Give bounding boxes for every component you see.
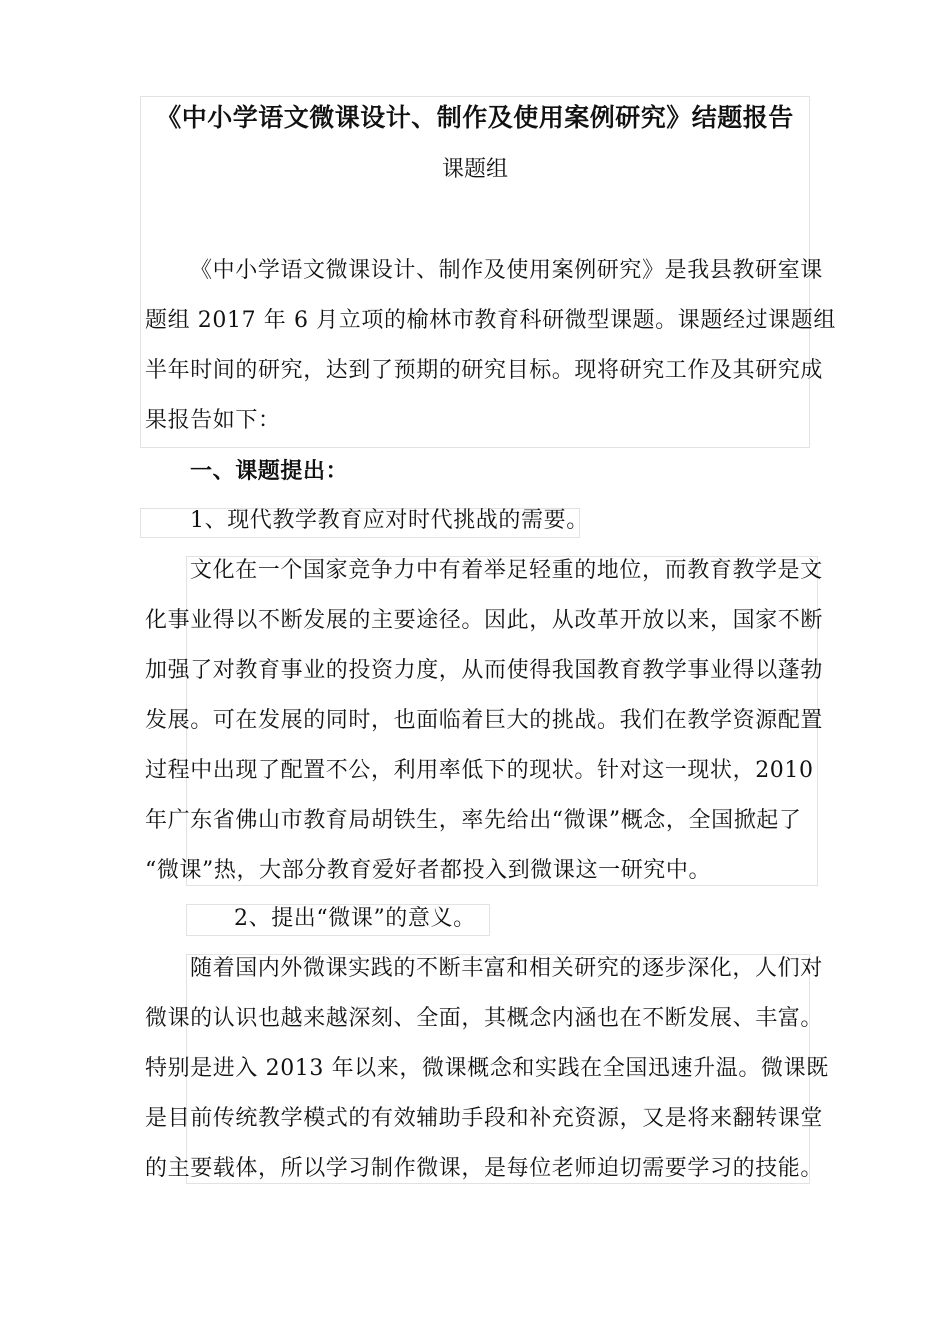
intro-line: 《中小学语文微课设计、制作及使用案例研究》是我县教研室课 (190, 258, 823, 283)
item2-line: 是目前传统教学模式的有效辅助手段和补充资源，又是将来翻转课堂 (145, 1106, 824, 1131)
item1-line: 过程中出现了配置不公，利用率低下的现状。针对这一现状，2010 (145, 758, 814, 783)
intro-line: 果报告如下： (145, 408, 281, 433)
item1-line: 文化在一个国家竞争力中有着举足轻重的地位，而教育教学是文 (190, 558, 823, 583)
intro-line: 半年时间的研究，达到了预期的研究目标。现将研究工作及其研究成 (145, 358, 824, 383)
document-title: 《中小学语文微课设计、制作及使用案例研究》结题报告 (156, 103, 794, 132)
item1-line: “微课”热，大部分教育爱好者都投入到微课这一研究中。 (145, 858, 712, 883)
item2-line: 特别是进入 2013 年以来，微课概念和实践在全国迅速升温。微课既 (145, 1056, 829, 1081)
item2-line: 的主要载体，所以学习制作微课，是每位老师迫切需要学习的技能。 (145, 1156, 824, 1181)
item1-heading: 1、现代教学教育应对时代挑战的需要。 (190, 508, 589, 533)
item2-heading: 2、提出“微课”的意义。 (234, 906, 476, 931)
item2-line: 随着国内外微课实践的不断丰富和相关研究的逐步深化，人们对 (190, 956, 823, 981)
item1-line: 发展。可在发展的同时，也面临着巨大的挑战。我们在教学资源配置 (145, 708, 824, 733)
section-heading: 一、课题提出： (190, 458, 349, 484)
item2-line: 微课的认识也越来越深刻、全面，其概念内涵也在不断发展、丰富。 (145, 1006, 824, 1031)
item1-line: 化事业得以不断发展的主要途径。因此，从改革开放以来，国家不断 (145, 608, 824, 633)
item1-line: 年广东省佛山市教育局胡铁生，率先给出“微课”概念，全国掀起了 (145, 808, 802, 833)
document-subtitle: 课题组 (441, 157, 508, 182)
item1-line: 加强了对教育事业的投资力度，从而使得我国教育教学事业得以蓬勃 (145, 658, 824, 683)
intro-line: 题组 2017 年 6 月立项的榆林市教育科研微型课题。课题经过课题组 (145, 308, 836, 333)
